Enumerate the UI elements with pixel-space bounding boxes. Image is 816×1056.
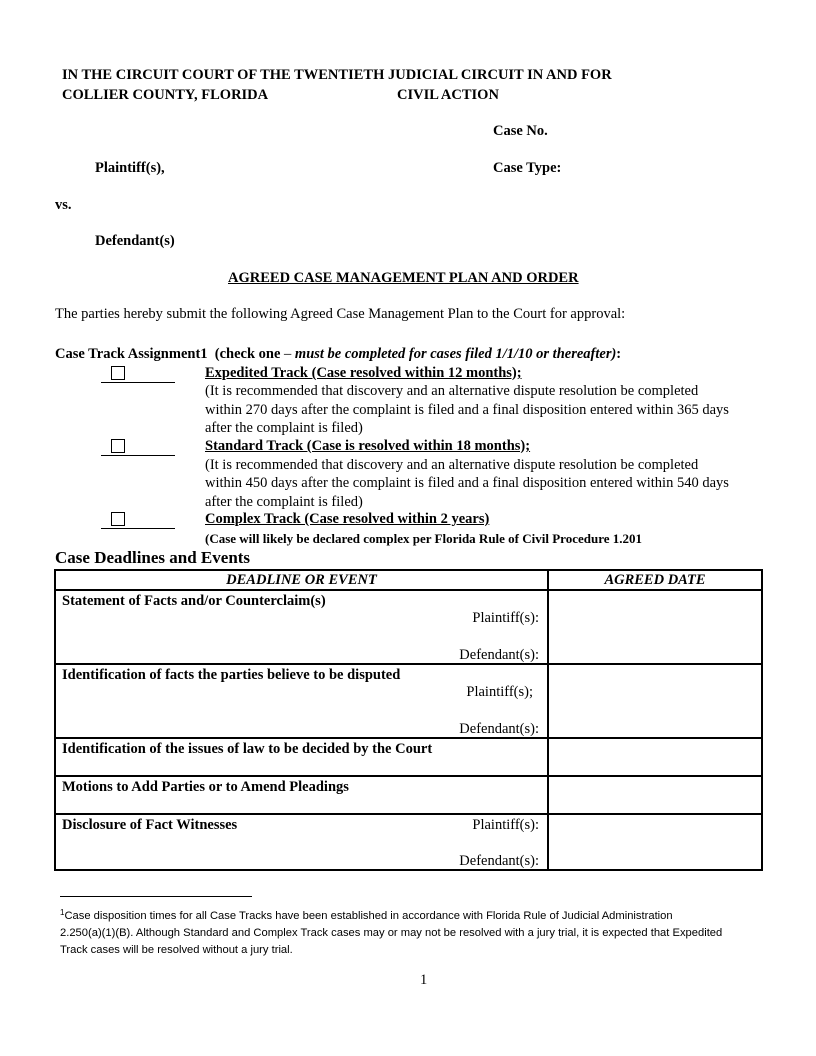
agreed-date-cell[interactable]	[548, 738, 762, 776]
check-one-dash: –	[280, 346, 295, 362]
complex-track-line	[101, 512, 175, 529]
event-cell-add-parties	[55, 776, 548, 814]
row-label-disputed-facts: Identification of facts the parties believe to be disputed	[62, 667, 401, 683]
footnote-line3: Track cases will be resolved without a jury trial.	[60, 944, 293, 956]
row-label-add-parties: Motions to Add Parties or to Amend Pleadings	[62, 779, 349, 795]
check-one-text: (check one	[214, 346, 281, 362]
table-row	[55, 738, 762, 776]
table-row	[55, 664, 762, 738]
footnote-line1: $^1$Case disposition times for all Case Tracks have been established in accordance with Florida Rule of Judicial Administration	[60, 908, 673, 922]
case-no-label: Case No.	[493, 123, 548, 139]
track-assignment-label: Case Track Assignment1	[55, 346, 208, 362]
intro-text: The parties hereby submit the following Agreed Case Management Plan to the Court for approval:	[55, 306, 626, 322]
row-label-issues-of-law: Identification of the issues of law to be decided by the Court	[62, 741, 433, 757]
plaintiff-sublabel: Plaintiff(s):	[472, 610, 539, 626]
standard-track-desc-line2: within 450 days after the complaint is filed and a final disposition entered within 540 days	[205, 475, 729, 491]
footnote-line2: 2.250(a)(1)(B). Although Standard and Complex Track cases may or may not be resolved with a jury trial, it is expected that Expedited	[60, 927, 723, 939]
footnote-marker: 1	[60, 908, 65, 917]
expedited-track-desc-line1: (It is recommended that discovery and an alternative dispute resolution be completed	[205, 383, 699, 399]
standard-track-desc-line3: after the complaint is filed)	[205, 494, 363, 510]
table-row	[55, 814, 762, 870]
row-label-fact-witnesses: Disclosure of Fact Witnesses	[62, 817, 238, 833]
standard-track-title: Standard Track (Case is resolved within 18 months);	[205, 438, 531, 454]
plaintiff-label: Plaintiff(s),	[95, 160, 165, 176]
defendant-label: Defendant(s)	[95, 233, 175, 249]
court-heading-civil-action: CIVIL ACTION	[397, 87, 499, 103]
track-instruction: must be completed for cases filed 1/1/10 or thereafter)	[294, 346, 617, 362]
expedited-track-desc-line3: after the complaint is filed)	[205, 420, 363, 436]
footnote-separator	[60, 896, 252, 897]
complex-track-title: Complex Track (Case resolved within 2 years)	[205, 511, 490, 527]
agreed-date-cell[interactable]	[548, 664, 762, 738]
expedited-track-line	[101, 366, 175, 383]
agreed-date-cell[interactable]	[548, 776, 762, 814]
table-row	[55, 776, 762, 814]
complex-track-checkbox[interactable]	[111, 512, 125, 526]
row-label-statement-of-facts: Statement of Facts and/or Counterclaim(s)	[62, 593, 326, 609]
event-cell-fact-witnesses	[55, 814, 548, 870]
track-instruction-colon: :	[616, 346, 622, 362]
agreed-date-cell[interactable]	[548, 814, 762, 870]
case-type-label: Case Type:	[493, 160, 562, 176]
expedited-track-checkbox[interactable]	[111, 366, 125, 380]
deadlines-table	[54, 569, 763, 871]
event-cell-statement-of-facts	[55, 590, 548, 664]
defendant-sublabel: Defendant(s):	[459, 647, 539, 663]
expedited-track-title: Expedited Track (Case resolved within 12 months);	[205, 365, 522, 381]
standard-track-checkbox[interactable]	[111, 439, 125, 453]
expedited-track-desc-line2: within 270 days after the complaint is filed and a final disposition entered within 365 days	[205, 402, 729, 418]
complex-track-desc-line1: (Case will likely be declared complex per Florida Rule of Civil Procedure 1.201	[205, 531, 643, 546]
defendant-sublabel: Defendant(s):	[459, 853, 539, 869]
plaintiff-sublabel: Plaintiff(s):	[472, 817, 539, 833]
plaintiff-sublabel: Plaintiff(s);	[466, 684, 533, 700]
standard-track-line	[101, 439, 175, 456]
court-heading-line1: IN THE CIRCUIT COURT OF THE TWENTIETH JUDICIAL CIRCUIT IN AND FOR	[62, 67, 612, 83]
table-row	[55, 590, 762, 664]
event-cell-disputed-facts	[55, 664, 548, 738]
vs-label: vs.	[55, 197, 72, 213]
event-column-header: DEADLINE OR EVENT	[55, 570, 548, 590]
defendant-sublabel: Defendant(s):	[459, 721, 539, 737]
court-heading-county: COLLIER COUNTY, FLORIDA	[62, 87, 269, 103]
event-cell-issues-of-law	[55, 738, 548, 776]
table-header-row	[55, 570, 762, 590]
page-number: 1	[420, 972, 428, 988]
deadlines-heading: Case Deadlines and Events	[55, 548, 251, 567]
page-title: AGREED CASE MANAGEMENT PLAN AND ORDER	[228, 270, 579, 286]
agreed-date-cell[interactable]	[548, 590, 762, 664]
track-assignment-heading	[55, 346, 621, 363]
date-column-header: AGREED DATE	[548, 570, 762, 590]
standard-track-desc-line1: (It is recommended that discovery and an alternative dispute resolution be completed	[205, 457, 699, 473]
footnote	[60, 904, 790, 959]
